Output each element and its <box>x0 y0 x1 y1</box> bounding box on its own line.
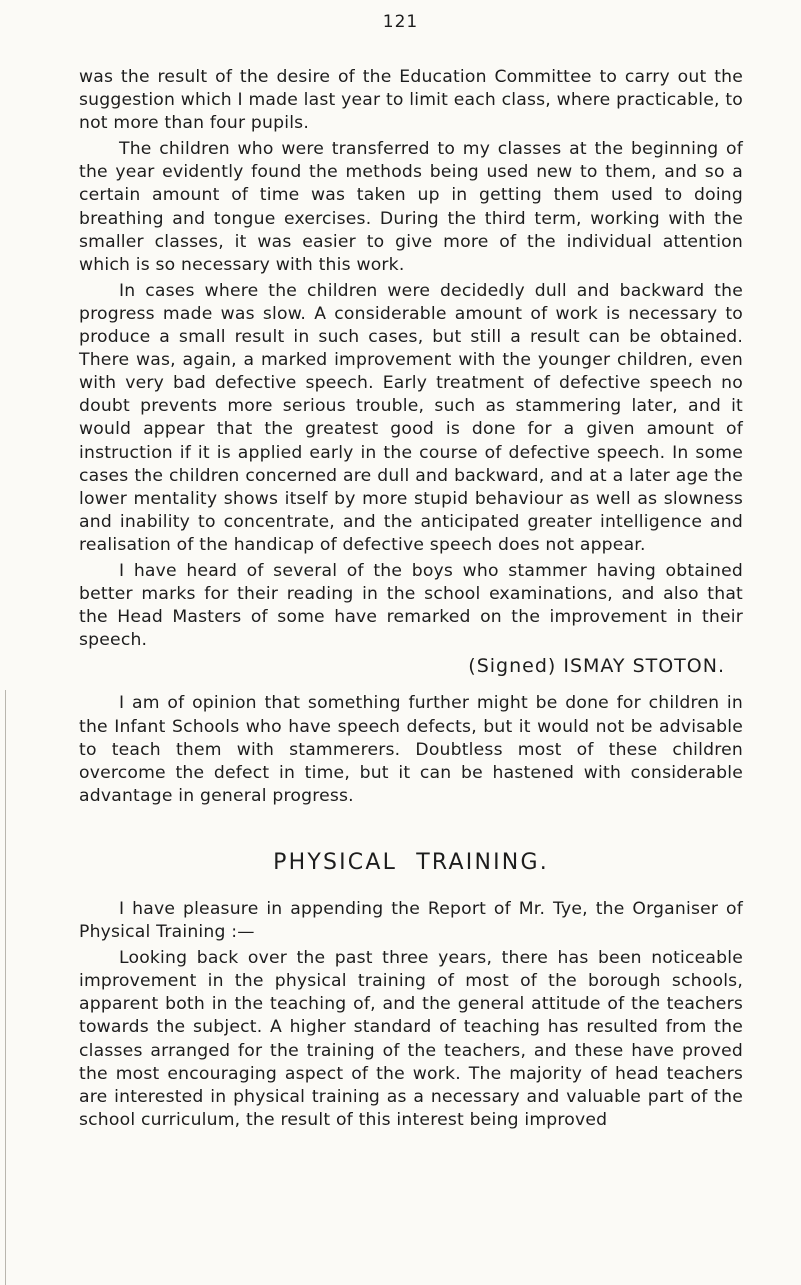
paragraph-continuation: was the result of the desire of the Education Committee to carry out the suggestion which I made last year to limit each class, where practicable, to not more than four pupils. <box>79 67 743 134</box>
paragraph-stammer-improvement: I have heard of several of the boys who stammer having obtained better marks for their reading in the school examinations, and also that the Head Masters of some have remarked on the improvement in their speech. <box>79 560 743 651</box>
signature-line: (Signed) ISMAY STOTON. <box>468 655 725 678</box>
page-edge-line <box>5 690 6 1285</box>
section-heading: PHYSICAL TRAINING. <box>273 849 549 875</box>
paragraph-physical-training-report: Looking back over the past three years, there has been noticeable improvement in the physical training of most of the borough schools, apparent both in the teaching of, and the general attitude of the teachers towards the subject. A higher standard of teaching has resulted from the classes arranged for the training of the teachers, and these have proved the most encouraging aspect of the work. The majority of head teachers are interested in physical training as a necessary and valuable part of the school curriculum, the result of this interest being improved <box>79 948 743 1130</box>
paragraph-progress: In cases where the children were decidedly dull and backward the progress made was slow. A considerable amount of work is necessary to produce a small result in such cases, but still a result can be obtained. There was, again, a marked improvement with the younger children, even with very bad defective speech. Early treatment of defective speech no doubt prevents more serious trouble, such as stammering later, and it would appear that the greatest good is done for a given amount of instruction if it is applied early in the course of defective speech. In some cases the children concerned are dull and backward, and at a later age the lower mentality shows itself by more stupid behaviour as well as slowness and inability to concentrate, and the anticipated greater intelligence and realisation of the handicap of defective speech does not appear. <box>79 280 743 555</box>
document-body <box>79 66 743 1135</box>
page-number: 121 <box>382 12 419 32</box>
paragraph-infant-schools: I am of opinion that something further might be done for children in the Infant Schools who have speech defects, but it would not be advisable to teach them with stammerers. Doubtless most of these children overcome the defect in time, but it can be hastened with considerable advantage in general progress. <box>79 693 743 806</box>
paragraph-methods: The children who were transferred to my classes at the beginning of the year evidently found the methods being used new to them, and so a certain amount of time was taken up in getting them used to doing breathing and tongue exercises. During the third term, working with the smaller classes, it was easier to give more of the individual attention which is so necessary with this work. <box>79 139 743 275</box>
paragraph-report-intro: I have pleasure in appending the Report of Mr. Tye, the Organiser of Physical Training :— <box>79 899 743 943</box>
